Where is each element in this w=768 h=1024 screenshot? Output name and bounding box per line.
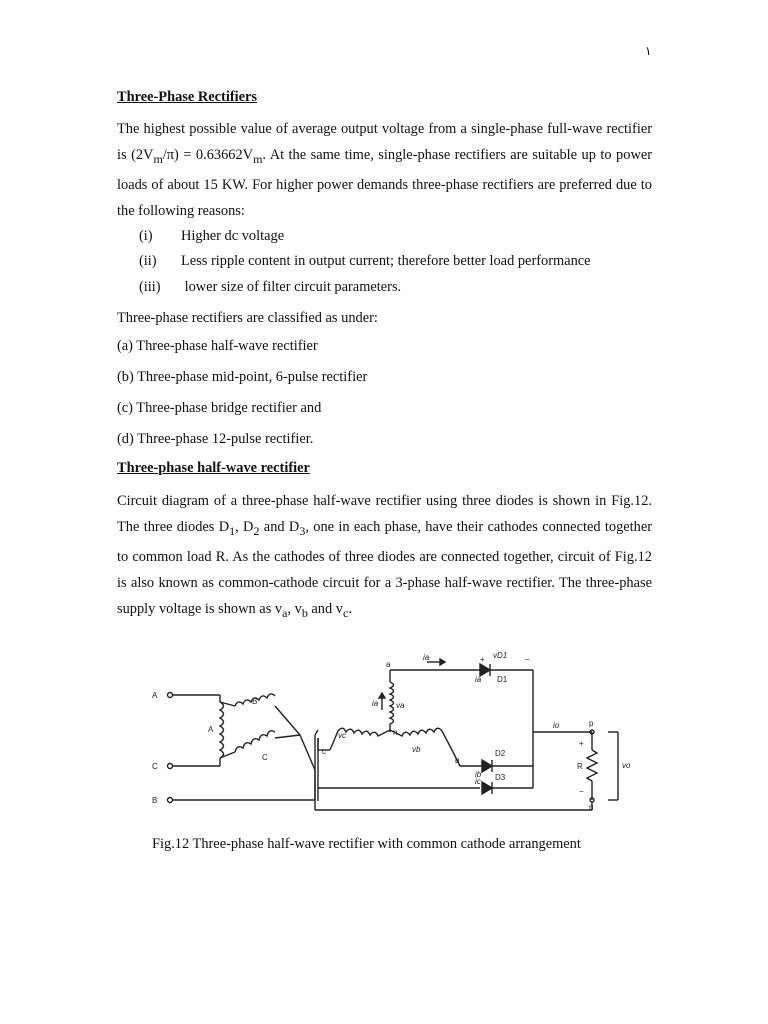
svg-text:R: R	[577, 762, 583, 771]
svg-text:vb: vb	[412, 745, 421, 754]
svg-text:ia: ia	[475, 675, 482, 684]
svg-text:B: B	[252, 697, 258, 706]
figure-caption: Fig.12 Three-phase half-wave rectifier with common cathode arrangement	[152, 836, 581, 852]
svg-text:c: c	[322, 747, 326, 756]
svg-text:va: va	[396, 701, 405, 710]
section-heading: Three-Phase Rectifiers	[117, 89, 257, 105]
svg-text:ib: ib	[475, 770, 482, 779]
list-item: (ii) Less ripple content in output current; therefore better load performance	[139, 253, 591, 270]
list-item: (i) Higher dc voltage	[139, 227, 285, 244]
list-item: (c) Three-phase bridge rectifier and	[117, 400, 322, 417]
intro-paragraph: The highest possible value of average output voltage from a single-phase full-wave rectifier is $(2V_m/\pi) = 0.63662V_m$. At the same time, single-phase rectifiers are suitable up to power loads of about 15 KW. For higher power demands three-phase rectifiers are preferred due to the following reasons:	[117, 121, 653, 219]
svg-text:+: +	[480, 655, 485, 664]
svg-text:D1: D1	[497, 675, 508, 684]
svg-text:C: C	[152, 762, 158, 771]
list-item: (d) Three-phase 12-pulse rectifier.	[117, 431, 314, 448]
svg-text:vc: vc	[338, 731, 346, 740]
svg-text:b: b	[455, 756, 460, 765]
svg-text:−: −	[579, 787, 584, 796]
svg-text:vD1: vD1	[493, 651, 508, 660]
svg-text:B: B	[152, 796, 158, 805]
svg-text:−: −	[525, 655, 530, 664]
description-paragraph: Circuit diagram of a three-phase half-wave rectifier using three diodes is shown in Fig.12. The three diodes $D_1$, $D_2$ and $D_3$, one in each phase, have their cathodes connected together to common load R. As the cathodes of three diodes are connected together, circuit of Fig.12 is also known as common-cathode circuit for a 3-phase half-wave rectifier. The three-phase supply voltage is shown as $v_a$, $v_b$ and $v_c$.	[117, 493, 653, 621]
svg-text:A: A	[208, 725, 214, 734]
list-item: (b) Three-phase mid-point, 6-pulse rectifier	[117, 369, 368, 386]
svg-text:+: +	[579, 739, 584, 748]
section-heading: Three-phase half-wave rectifier	[117, 460, 310, 477]
svg-text:n: n	[589, 803, 594, 812]
classification-list	[117, 331, 652, 455]
svg-text:D3: D3	[495, 773, 506, 782]
svg-text:D2: D2	[495, 749, 506, 758]
list-item: (iii) lower size of filter circuit parameters.	[139, 278, 402, 295]
svg-text:p: p	[589, 719, 594, 728]
svg-text:n: n	[393, 728, 398, 737]
svg-text:a: a	[386, 660, 391, 669]
svg-text:io: io	[553, 721, 560, 730]
svg-text:vo: vo	[622, 761, 631, 770]
svg-text:C: C	[262, 753, 268, 762]
page-number: ١	[645, 44, 652, 58]
svg-text:ia: ia	[423, 653, 430, 662]
svg-text:A: A	[152, 691, 158, 700]
document-body	[117, 87, 652, 626]
circuit-diagram	[140, 640, 645, 815]
svg-text:ia: ia	[372, 699, 379, 708]
svg-text:ic: ic	[475, 777, 481, 786]
reasons-list	[117, 224, 652, 301]
classify-intro: Three-phase rectifiers are classified as under:	[117, 310, 378, 327]
list-item: (a) Three-phase half-wave rectifier	[117, 338, 318, 355]
